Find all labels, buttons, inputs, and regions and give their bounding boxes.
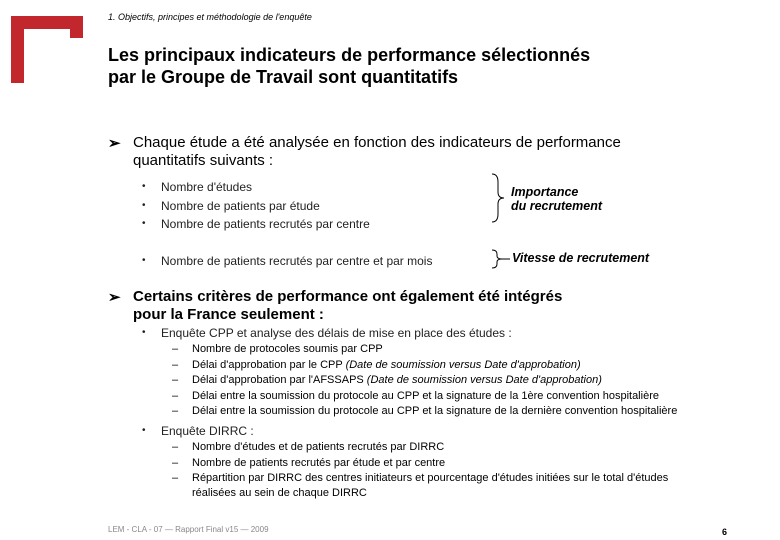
title-line-2: par le Groupe de Travail sont quantitatifs	[108, 67, 459, 87]
right-brace-icon	[490, 172, 510, 224]
bullet-icon: •	[142, 425, 146, 436]
point1-text	[133, 134, 621, 170]
point2-line-2: pour la France seulement :	[133, 306, 324, 323]
brand-logo-icon	[11, 16, 83, 83]
point1-line-2: quantitatifs suivants :	[133, 152, 274, 169]
bullet-icon: •	[142, 218, 146, 229]
section-label: 1. Objectifs, principes et méthodologie de l'enquête	[108, 12, 312, 22]
annotation-importance: Importance du recrutement	[511, 185, 602, 213]
annotation-vitesse: Vitesse de recrutement	[512, 251, 650, 265]
point1-line-1: Chaque étude a été analysée en fonction des indicateurs de performance	[133, 134, 621, 151]
bullet-icon: •	[142, 327, 146, 338]
point2-text	[133, 288, 562, 324]
arrow-bullet-icon: ➢	[108, 135, 121, 152]
bullet-icon: •	[142, 199, 146, 211]
title-line-1: Les principaux indicateurs de performance sélectionnés	[108, 45, 591, 65]
footer-text: LEM - CLA - 07 — Rapport Final v15 — 2009	[108, 525, 269, 534]
right-brace-small-icon	[490, 248, 512, 270]
bullet-icon: •	[142, 255, 146, 266]
bullet-icon: •	[142, 181, 146, 192]
page-number: 6	[722, 527, 728, 537]
page-title	[108, 44, 590, 88]
arrow-bullet-icon: ➢	[108, 289, 121, 306]
point2-line-1: Certains critères de performance ont également été intégrés	[133, 288, 563, 305]
